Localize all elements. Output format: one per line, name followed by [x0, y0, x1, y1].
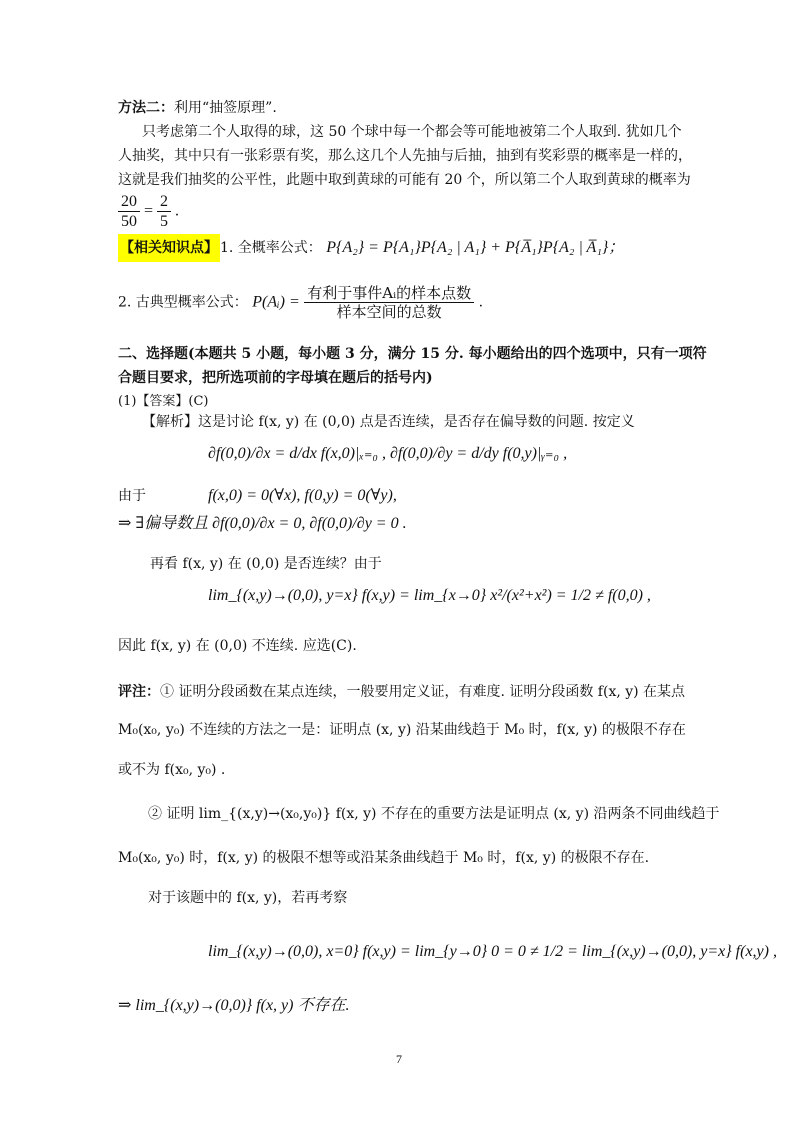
since-label: 由于 [118, 488, 146, 504]
conclusion-not-continuous: 因此 f(x, y) 在 (0,0) 不连续. 应选(C). [118, 638, 357, 654]
classical-probability-fraction: $\frac{\text{有利于事件Aᵢ的样本点数}}{\text{样本空间的总数}}$ [304, 284, 474, 321]
section2-heading-line1: 二、选择题(本题共 5 小题，每小题 3 分，满分 15 分. 每小题给出的四个选项中，只有一项符 [118, 346, 707, 362]
total-probability-formula: P{A₂} = P{A₁}P{A₂ | A₁} + P{A̅₁}P{A₂ | A̅₁}； [326, 239, 625, 256]
continuity-check-line: 再看 f(x, y) 在 (0,0) 是否连续？由于 [150, 556, 382, 572]
method2-title: 方法二：利用“抽签原理”. [118, 100, 277, 116]
partial-derivative-definition: ∂f(0,0)/∂x = d/dx f(x,0)|ₓ₌₀ , ∂f(0,0)/∂y = d/dy f(0,y)|ᵧ₌₀ , [208, 445, 568, 462]
analysis-line: 【解析】这是讨论 f(x, y) 在 (0,0) 点是否连续，是否存在偏导数的问题. 按定义 [142, 414, 635, 430]
limit-does-not-exist: ⇒ lim_{(x,y)→(0,0)} f(x, y) 不存在. [118, 997, 350, 1014]
knowledge-tag: 【相关知识点】 [118, 234, 220, 262]
comment-line3: 或不为 f(x₀, y₀) . [118, 762, 226, 778]
knowledge-line2: 2. 古典型概率公式： P(Aᵢ) = $\frac{\text{有利于事件Aᵢ的样本点数}}{\text{样本空间的总数}}$ . [118, 284, 484, 321]
method2-para-line1: 只考虑第二个人取得的球，这 50 个球中每一个都会等可能地被第二个人取到. 犹如几个 [142, 124, 682, 140]
comment-line1: 评注：① 证明分段函数在某点连续，一般要用定义证，有难度. 证明分段函数 f(x, y) 在某点 [118, 684, 686, 700]
comment-line2: M₀(x₀, y₀) 不连续的方法之一是：证明点 (x, y) 沿某曲线趋于 M₀ 时，f(x, y) 的极限不存在 [118, 722, 686, 738]
comment-line5: M₀(x₀, y₀) 时，f(x, y) 的极限不想等或沿某条曲线趋于 M₀ 时，f(x, y) 的极限不存在. [118, 850, 650, 866]
section2-heading-line2: 合题目要求，把所选项前的字母填在题后的括号内) [118, 370, 433, 386]
comment-line4: ② 证明 lim_{(x,y)→(x₀,y₀)} f(x, y) 不存在的重要方法是证明点 (x, y) 沿两条不同曲线趋于 [148, 806, 720, 822]
page-number: 7 [396, 1052, 402, 1066]
further-consider-line: 对于该题中的 f(x, y)，若再考察 [148, 890, 348, 906]
since-equation: f(x,0) = 0(∀x), f(0,y) = 0(∀y), [208, 487, 397, 504]
two-path-limits: lim_{(x,y)→(0,0), x=0} f(x,y) = lim_{y→0} 0 = 0 ≠ 1/2 = lim_{(x,y)→(0,0), y=x} f(x,y) , [208, 943, 777, 960]
question1-answer: (1)【答案】(C) [118, 394, 209, 409]
method2-para-line3: 这就是我们抽奖的公平性，此题中取到黄球的可能有 20 个，所以第二个人取到黄球的概率为 [118, 172, 691, 188]
limit-along-y-equals-x: lim_{(x,y)→(0,0), y=x} f(x,y) = lim_{x→0} x²/(x²+x²) = 1/2 ≠ f(0,0) , [208, 587, 651, 604]
partial-derivatives-exist: ⇒ ∃偏导数且 ∂f(0,0)/∂x = 0, ∂f(0,0)/∂y = 0 . [118, 515, 407, 532]
knowledge-line1: 【相关知识点】 1. 全概率公式： P{A₂} = P{A₁}P{A₂ | A₁} + P{A̅₁}P{A₂ | A̅₁}； [118, 238, 624, 257]
method2-para-line2: 人抽奖，其中只有一张彩票有奖，那么这几个人先抽与后抽，抽到有奖彩票的概率是一样的， [118, 148, 692, 164]
comment-tag: 评注： [118, 684, 160, 700]
method2-fraction-result: $\frac{20}{50}$ = $\frac{2}{5}$ . [118, 192, 179, 231]
